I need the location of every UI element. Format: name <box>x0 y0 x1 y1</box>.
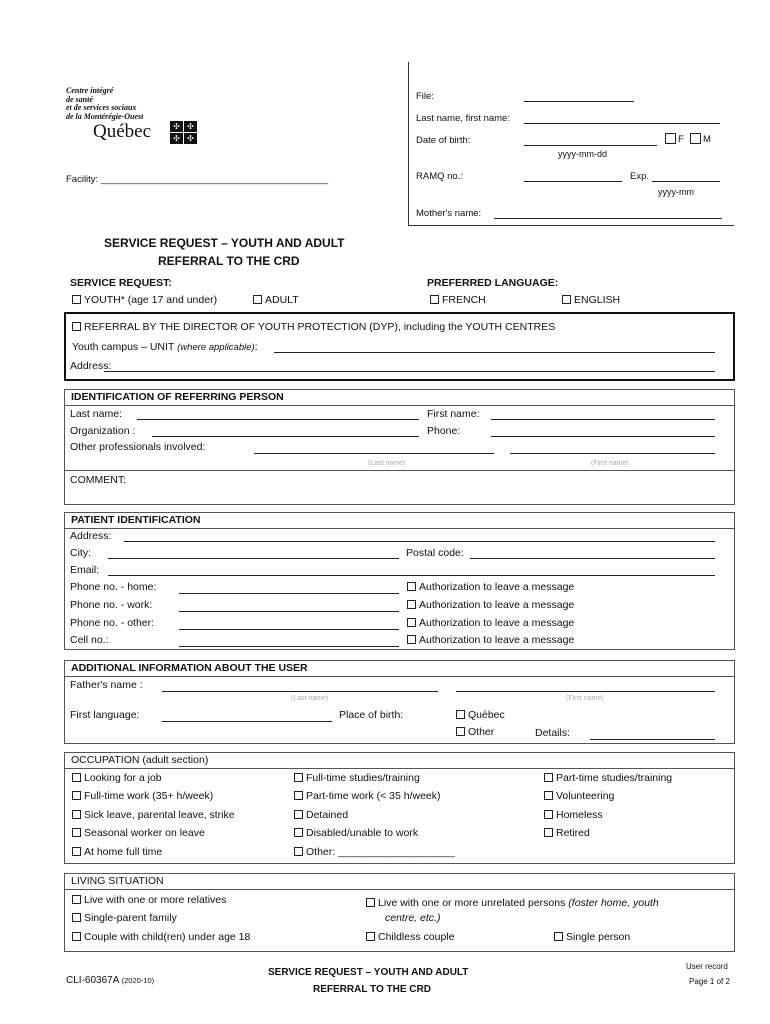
occ-disabled[interactable] <box>294 827 418 839</box>
service-request-label: SERVICE REQUEST: <box>70 277 172 289</box>
english-option[interactable] <box>562 294 620 306</box>
living-single-person-checkbox[interactable] <box>554 932 563 941</box>
father-hint-first: (First name) <box>566 695 604 702</box>
sex-m-checkbox[interactable] <box>690 133 701 144</box>
dyp-referral-option[interactable] <box>72 321 555 333</box>
youth-label: YOUTH* (age 17 and under) <box>84 294 218 306</box>
facility-label: Facility: ___________________________________________ <box>66 174 329 185</box>
comment-label: COMMENT: <box>70 474 126 486</box>
logo-org-line-1: Centre intégré <box>66 86 114 95</box>
quebec-logo <box>66 87 206 145</box>
other-professionals-last-field[interactable] <box>254 453 494 454</box>
hint-last-name: (Last name) <box>368 460 406 467</box>
living-label: Single person <box>566 931 631 943</box>
dyp-referral-label: REFERRAL BY THE DIRECTOR OF YOUTH PROTECTION (DYP), including the YOUTH CENTRES <box>84 321 556 333</box>
phone-work-label: Phone no. - work: <box>70 599 153 611</box>
occ-part-time-studies[interactable] <box>544 772 672 784</box>
birth-other-label: Other <box>468 726 495 738</box>
sex-f-label: F <box>678 134 684 145</box>
occ-sick-leave[interactable] <box>72 809 235 821</box>
english-label: ENGLISH <box>574 294 621 306</box>
father-last-name-field[interactable] <box>162 691 438 692</box>
referring-last-name-field[interactable] <box>137 419 419 420</box>
footer-title-line-1: SERVICE REQUEST – YOUTH AND ADULT <box>268 967 469 978</box>
birth-quebec-label: Québec <box>468 709 505 721</box>
father-name-label: Father's name : <box>70 679 143 691</box>
occ-volunteering-checkbox[interactable] <box>544 791 553 800</box>
birth-quebec-option[interactable] <box>456 709 505 721</box>
logo-wordmark: Québec <box>93 121 152 142</box>
occ-label: Detained <box>306 809 349 821</box>
place-of-birth-label: Place of birth: <box>339 709 404 721</box>
living-childless-couple-checkbox[interactable] <box>366 932 375 941</box>
additional-section-title: ADDITIONAL INFORMATION ABOUT THE USER <box>71 662 308 674</box>
dob-label: Date of birth: <box>416 135 471 146</box>
user-record-label: User record <box>686 962 728 971</box>
dyp-referral-checkbox[interactable] <box>72 322 81 331</box>
french-checkbox[interactable] <box>430 295 439 304</box>
birth-other-option[interactable] <box>456 726 494 738</box>
occ-full-time-work-checkbox[interactable] <box>72 791 81 800</box>
living-label: Childless couple <box>378 931 455 943</box>
phone-work-field[interactable] <box>179 611 399 612</box>
father-first-name-field[interactable] <box>456 691 715 692</box>
fleur-de-lis-flag-icon: ✣ ✣✣ ✣ <box>170 121 200 145</box>
referring-phone-label: Phone: <box>427 425 461 437</box>
auth-other-label: Authorization to leave a message <box>419 617 575 629</box>
occ-label: Part-time studies/training <box>556 772 673 784</box>
living-couple-children-checkbox[interactable] <box>72 932 81 941</box>
logo-org-line-3: et de services sociaux <box>66 103 137 112</box>
hint-first-name: (First name) <box>591 460 629 467</box>
file-field[interactable] <box>524 101 634 102</box>
patient-address-label: Address: <box>70 530 112 542</box>
occ-seasonal[interactable] <box>72 827 205 839</box>
living-unrelated-note-2: centre, etc.) <box>385 912 441 924</box>
occ-retired-checkbox[interactable] <box>544 828 553 837</box>
occ-label: Looking for a job <box>84 772 162 784</box>
occ-label: Homeless <box>556 809 603 821</box>
occ-label: Retired <box>556 827 590 839</box>
youth-option[interactable] <box>72 294 217 306</box>
living-label: Live with one or more relatives <box>84 894 227 906</box>
occ-other[interactable] <box>294 846 455 858</box>
living-childless-couple[interactable] <box>366 931 454 943</box>
occ-detained[interactable] <box>294 809 348 821</box>
phone-other-field[interactable] <box>179 629 399 630</box>
living-single-person[interactable] <box>554 931 630 943</box>
occ-homeless-checkbox[interactable] <box>544 810 553 819</box>
patient-section-title: PATIENT IDENTIFICATION <box>71 514 201 526</box>
first-language-field[interactable] <box>162 721 332 722</box>
living-label: Single-parent family <box>84 912 177 924</box>
referring-section-title: IDENTIFICATION OF REFERRING PERSON <box>71 391 284 403</box>
auth-other-checkbox[interactable] <box>407 618 416 627</box>
living-relatives[interactable] <box>72 894 226 906</box>
adult-label: ADULT <box>265 294 299 306</box>
ramq-label: RAMQ no.: <box>416 171 463 182</box>
postal-code-label: Postal code: <box>406 547 464 559</box>
occ-at-home-checkbox[interactable] <box>72 847 81 856</box>
auth-cell-label: Authorization to leave a message <box>419 634 575 646</box>
occ-part-time-studies-checkbox[interactable] <box>544 773 553 782</box>
referring-phone-field[interactable] <box>491 436 715 437</box>
living-relatives-checkbox[interactable] <box>72 895 81 904</box>
adult-option[interactable] <box>253 294 299 306</box>
file-label: File: <box>416 91 434 102</box>
living-single-parent[interactable] <box>72 912 177 924</box>
occ-label: Full-time work (35+ h/week) <box>84 790 214 802</box>
french-label: FRENCH <box>442 294 486 306</box>
sex-m-label: M <box>703 134 711 145</box>
english-checkbox[interactable] <box>562 295 571 304</box>
referring-organization-label: Organization : <box>70 425 136 437</box>
occ-detained-checkbox[interactable] <box>294 810 303 819</box>
auth-work-label: Authorization to leave a message <box>419 599 575 611</box>
occ-full-time-studies[interactable] <box>294 772 420 784</box>
auth-home-checkbox[interactable] <box>407 582 416 591</box>
youth-campus-label: Youth campus – UNIT (where applicable): <box>72 341 258 353</box>
sex-f-checkbox[interactable] <box>665 133 676 144</box>
exp-field[interactable] <box>652 181 720 182</box>
occ-looking-job-checkbox[interactable] <box>72 773 81 782</box>
occ-label: At home full time <box>84 846 163 858</box>
occ-full-time-studies-checkbox[interactable] <box>294 773 303 782</box>
patient-city-label: City: <box>70 547 91 559</box>
occ-seasonal-checkbox[interactable] <box>72 828 81 837</box>
auth-other-option[interactable] <box>407 617 574 629</box>
birth-other-checkbox[interactable] <box>456 727 465 736</box>
adult-checkbox[interactable] <box>253 295 262 304</box>
birth-details-field[interactable] <box>590 739 715 740</box>
living-section-title: LIVING SITUATION <box>71 875 164 887</box>
page-number: Page 1 of 2 <box>689 977 730 986</box>
occ-other-checkbox[interactable] <box>294 847 303 856</box>
referring-first-name-label: First name: <box>427 408 480 420</box>
auth-home-option[interactable] <box>407 581 574 593</box>
auth-work-option[interactable] <box>407 599 574 611</box>
father-hint-last: (Last name) <box>291 695 329 702</box>
occ-disabled-checkbox[interactable] <box>294 828 303 837</box>
patient-email-label: Email: <box>70 564 100 576</box>
youth-campus-field[interactable] <box>274 352 715 353</box>
additional-info-section <box>64 660 735 744</box>
mother-label: Mother's name: <box>416 208 482 219</box>
patient-email-field[interactable] <box>108 575 715 576</box>
dyp-address-label: Address: <box>70 360 112 372</box>
first-language-label: First language: <box>70 709 140 721</box>
logo-org-line-4: de la Montérégie-Ouest <box>66 111 144 121</box>
referring-last-name-label: Last name: <box>70 408 122 420</box>
form-title-line-2: REFERRAL TO THE CRD <box>158 254 300 268</box>
form-title-line-1: SERVICE REQUEST – YOUTH AND ADULT <box>104 236 345 250</box>
occ-full-time-work[interactable] <box>72 790 213 802</box>
birth-details-label: Details: <box>535 727 571 739</box>
referring-organization-field[interactable] <box>152 436 419 437</box>
cell-field[interactable] <box>179 646 399 647</box>
living-single-parent-checkbox[interactable] <box>72 913 81 922</box>
sex-m-option[interactable] <box>690 133 711 145</box>
auth-cell-checkbox[interactable] <box>407 635 416 644</box>
phone-home-field[interactable] <box>179 593 399 594</box>
occ-volunteering[interactable] <box>544 790 614 802</box>
occ-part-time-work[interactable] <box>294 790 441 802</box>
phone-other-label: Phone no. - other: <box>70 617 155 629</box>
form-code: CLI-60367A (2020-10) <box>66 975 155 986</box>
other-professionals-label: Other professionals involved: <box>70 441 206 453</box>
patient-identification-section <box>64 512 735 650</box>
living-couple-children[interactable] <box>72 931 250 943</box>
postal-code-field[interactable] <box>470 558 715 559</box>
exp-label: Exp. <box>630 171 650 182</box>
patient-city-field[interactable] <box>108 558 399 559</box>
ramq-field[interactable] <box>524 181 622 182</box>
occ-label: Disabled/unable to work <box>306 827 419 839</box>
referring-first-name-field[interactable] <box>491 419 715 420</box>
living-label: Live with one or more unrelated persons <box>378 897 566 909</box>
exp-format-hint: yyyy-mm <box>658 187 694 197</box>
dob-field[interactable] <box>524 145 657 146</box>
living-unrelated-note: (foster home, youth <box>568 897 659 909</box>
occ-at-home[interactable] <box>72 846 162 858</box>
name-label: Last name, first name: <box>416 113 510 124</box>
footer-title-line-2: REFERRAL TO THE CRD <box>313 984 431 995</box>
logo-org-line-2: de santé <box>66 94 93 104</box>
occupation-section-title: OCCUPATION (adult section) <box>71 754 209 766</box>
auth-work-checkbox[interactable] <box>407 600 416 609</box>
dyp-address-field[interactable] <box>104 371 715 372</box>
living-label: Couple with child(ren) under age 18 <box>84 931 251 943</box>
mother-field[interactable] <box>494 218 722 219</box>
occ-label: Part-time work (< 35 h/week) <box>306 790 441 802</box>
auth-home-label: Authorization to leave a message <box>419 581 575 593</box>
name-field[interactable] <box>524 123 720 124</box>
occ-label: Sick leave, parental leave, strike <box>84 809 235 821</box>
phone-home-label: Phone no. - home: <box>70 581 157 593</box>
dob-format-hint: yyyy-mm-dd <box>558 149 607 159</box>
occ-sick-leave-checkbox[interactable] <box>72 810 81 819</box>
other-professionals-first-field[interactable] <box>510 453 715 454</box>
occ-label: Other: ____________________ <box>306 846 455 858</box>
occ-label: Volunteering <box>556 790 615 802</box>
preferred-language-label: PREFERRED LANGUAGE: <box>427 277 559 289</box>
occ-part-time-work-checkbox[interactable] <box>294 791 303 800</box>
sex-f-option[interactable] <box>665 133 684 145</box>
auth-cell-option[interactable] <box>407 634 574 646</box>
cell-label: Cell no.: <box>70 634 109 646</box>
occ-label: Seasonal worker on leave <box>84 827 205 839</box>
patient-address-field[interactable] <box>124 541 715 542</box>
living-unrelated-checkbox[interactable] <box>366 898 375 907</box>
french-option[interactable] <box>430 294 486 306</box>
living-unrelated[interactable] <box>366 897 659 909</box>
occ-looking-job[interactable] <box>72 772 162 784</box>
birth-quebec-checkbox[interactable] <box>456 710 465 719</box>
occ-homeless[interactable] <box>544 809 603 821</box>
occ-retired[interactable] <box>544 827 590 839</box>
youth-checkbox[interactable] <box>72 295 81 304</box>
occ-label: Full-time studies/training <box>306 772 420 784</box>
